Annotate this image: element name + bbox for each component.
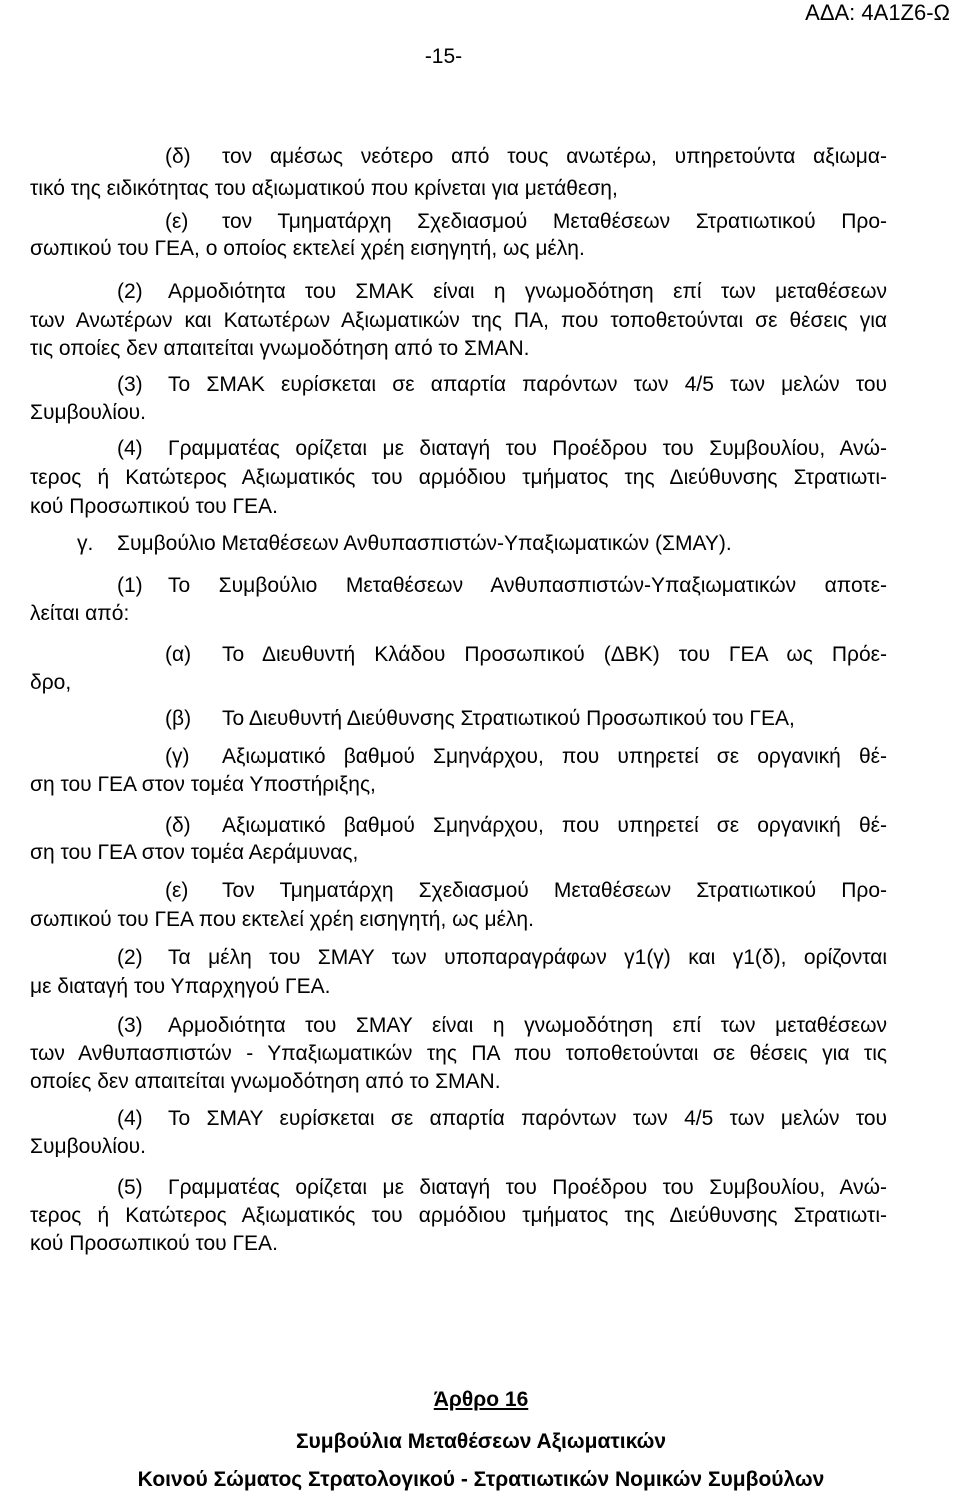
text-line: τον αμέσως νεότερο από τους ανωτέρω, υπηρετούντα αξιωμα- <box>222 145 887 168</box>
item-label: (5) <box>117 1176 143 1199</box>
item-label: (γ) <box>165 745 190 768</box>
item-label: (2) <box>117 946 143 969</box>
section-label: γ. <box>77 532 94 555</box>
text-line: Τον Τμηματάρχη Σχεδιασμού Μεταθέσεων Στρατιωτικού Προ- <box>222 879 887 902</box>
article-subtitle: Κοινού Σώματος Στρατολογικού - Στρατιωτικών Νομικών Συμβούλων <box>137 1468 825 1491</box>
text-line: τικό της ειδικότητας του αξιωματικού που κρίνεται για μετάθεση, <box>30 177 618 200</box>
text-line: Αξιωματικό βαθμού Σμηνάρχου, που υπηρετεί σε οργανική θέ- <box>222 745 887 768</box>
text-line: Συμβουλίου. <box>30 1135 146 1158</box>
ada-code: ΑΔΑ: 4Α1Ζ6-Ω <box>805 0 950 25</box>
article-heading: Άρθρο 16 <box>433 1388 529 1411</box>
text-line: τερος ή Κατώτερος Αξιωματικός του αρμόδιου τμήματος της Διεύθυνσης Στρατιωτι- <box>30 1204 887 1227</box>
text-line: Το Διευθυντή Κλάδου Προσωπικού (ΔΒΚ) του ΓΕΑ ως Πρόε- <box>222 643 887 666</box>
text-line: Τα μέλη του ΣΜΑΥ των υποπαραγράφων γ1(γ) και γ1(δ), ορίζονται <box>168 946 887 969</box>
text-line: δρο, <box>30 671 72 694</box>
item-label: (1) <box>117 574 143 597</box>
item-label: (β) <box>165 707 192 730</box>
text-line: σωπικού του ΓΕΑ, ο οποίος εκτελεί χρέη εισηγητή, ως μέλη. <box>30 237 585 260</box>
item-label: (3) <box>117 1014 143 1037</box>
text-line: κού Προσωπικού του ΓΕΑ. <box>30 495 278 518</box>
text-line: των Ανωτέρων και Κατωτέρων Αξιωματικών της ΠΑ, που τοποθετούνται σε θέσεις για <box>30 309 887 332</box>
item-label: (2) <box>117 280 143 303</box>
item-label: (4) <box>117 437 143 460</box>
text-line: τον Τμηματάρχη Σχεδιασμού Μεταθέσεων Στρατιωτικού Προ- <box>222 210 887 233</box>
item-label: (4) <box>117 1107 143 1130</box>
item-label: (δ) <box>165 145 191 168</box>
text-line: Το Συμβούλιο Μεταθέσεων Ανθυπασπιστών-Υπαξιωματικών αποτε- <box>168 574 887 597</box>
page-number: -15- <box>424 45 463 68</box>
item-label: (3) <box>117 373 143 396</box>
text-line: Αρμοδιότητα του ΣΜΑΚ είναι η γνωμοδότηση επί των μεταθέσεων <box>168 280 887 303</box>
text-line: σωπικού του ΓΕΑ που εκτελεί χρέη εισηγητή, ως μέλη. <box>30 908 534 931</box>
text-line: με διαταγή του Υπαρχηγού ΓΕΑ. <box>30 975 331 998</box>
text-line: κού Προσωπικού του ΓΕΑ. <box>30 1232 278 1255</box>
text-line: Γραμματέας ορίζεται με διαταγή του Προέδρου του Συμβουλίου, Ανώ- <box>168 437 887 460</box>
text-line: Συμβουλίου. <box>30 401 146 424</box>
text-line: οποίες δεν απαιτείται γνωμοδότηση από το ΣΜΑΝ. <box>30 1070 501 1093</box>
text-line: ση του ΓΕΑ στον τομέα Υποστήριξης, <box>30 773 376 796</box>
text-line: Το ΣΜΑΚ ευρίσκεται σε απαρτία παρόντων των 4/5 των μελών του <box>168 373 887 396</box>
section-title: Συμβούλιο Μεταθέσεων Ανθυπασπιστών-Υπαξιωματικών (ΣΜΑΥ). <box>117 532 732 555</box>
text-line: τις οποίες δεν απαιτείται γνωμοδότηση από το ΣΜΑΝ. <box>30 337 530 360</box>
text-line: Το Διευθυντή Διεύθυνσης Στρατιωτικού Προσωπικού του ΓΕΑ, <box>222 707 795 730</box>
text-line: λείται από: <box>30 602 130 625</box>
item-label: (ε) <box>165 210 189 233</box>
text-line: Αρμοδιότητα του ΣΜΑΥ είναι η γνωμοδότηση επί των μεταθέσεων <box>168 1014 887 1037</box>
article-title: Συμβούλια Μεταθέσεων Αξιωματικών <box>295 1430 667 1453</box>
text-line: ση του ΓΕΑ στον τομέα Αεράμυνας, <box>30 841 359 864</box>
item-label: (α) <box>165 643 192 666</box>
text-line: Γραμματέας ορίζεται με διαταγή του Προέδρου του Συμβουλίου, Ανώ- <box>168 1176 887 1199</box>
text-line: τερος ή Κατώτερος Αξιωματικός του αρμόδιου τμήματος της Διεύθυνσης Στρατιωτι- <box>30 466 887 489</box>
item-label: (δ) <box>165 814 191 837</box>
text-line: των Ανθυπασπιστών - Υπαξιωματικών της ΠΑ που τοποθετούνται σε θέσεις για τις <box>30 1042 887 1065</box>
text-line: Αξιωματικό βαθμού Σμηνάρχου, που υπηρετεί σε οργανική θέ- <box>222 814 887 837</box>
text-line: Το ΣΜΑΥ ευρίσκεται σε απαρτία παρόντων των 4/5 των μελών του <box>168 1107 887 1130</box>
item-label: (ε) <box>165 879 189 902</box>
